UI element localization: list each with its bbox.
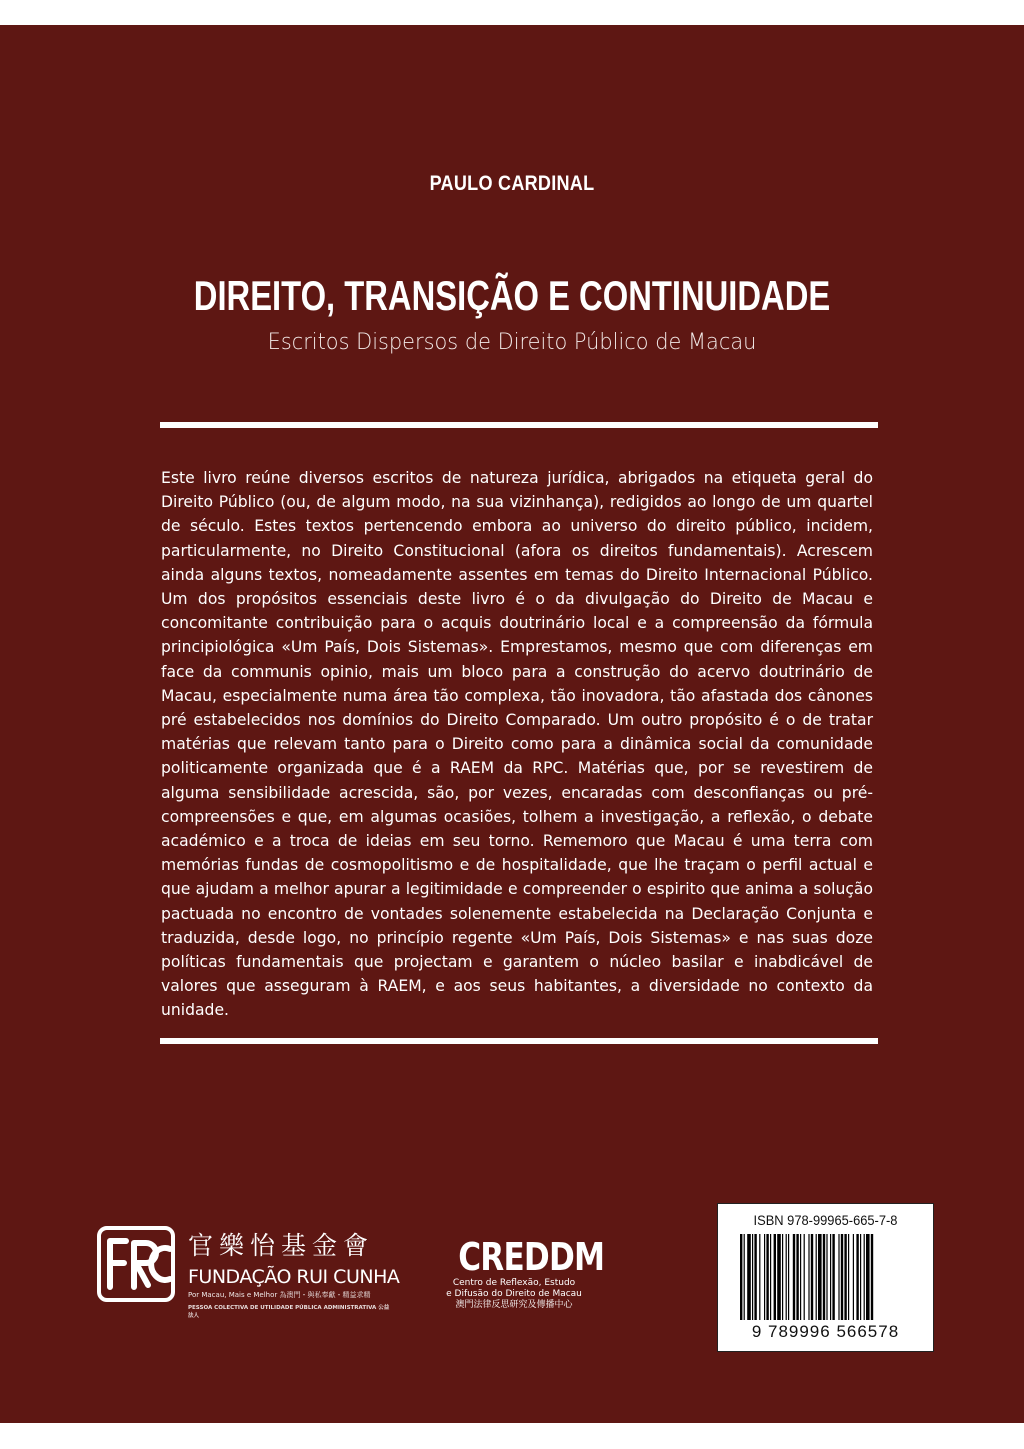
frc-logo-text xyxy=(188,1226,399,1319)
barcode-icon xyxy=(740,1234,916,1320)
frc-tagline: Por Macau, Mais e Melhor 為澳門・與私奉獻・精益求精 xyxy=(188,1291,371,1299)
frc-legal-note: PESSOA COLECTIVA DE UTILIDADE PÚBLICA ADMINISTRATIVA 公益法人 xyxy=(188,1305,390,1319)
author-name: PAULO CARDINAL xyxy=(429,172,595,195)
creddm-line-3: 澳門法律反思研究及傳播中心 xyxy=(455,1300,573,1310)
creddm-line-1: Centro de Reflexão, Estudo xyxy=(452,1278,576,1288)
divider-bottom xyxy=(160,1038,878,1044)
creddm-mark: CREDDM xyxy=(458,1235,605,1279)
frc-name: FUNDAÇÃO RUI CUNHA xyxy=(188,1266,400,1288)
book-title: DIREITO, TRANSIÇÃO E CONTINUIDADE xyxy=(193,272,831,319)
frc-logo-icon xyxy=(96,1225,176,1303)
creddm-logo xyxy=(446,1235,605,1311)
back-cover-blurb: Este livro reúne diversos escritos de natureza jurídica, abrigados na etiqueta geral do Direito Público (ou, de algum modo, na sua vizinhança), redigidos ao longo de um quartel de século. Estes textos pertencendo embora ao universo do direito público, incidem, particularmente, no Direito Constitucional (afora os direitos fundamentais). Acrescem ainda alguns textos, nomeadamente assentes em temas do Direito Internacional Público. Um dos propósitos essenciais deste livro é o da divulgação do Direito de Macau e concomitante contribuição para o acquis doutrinário local e a compreensão da fórmula principiológica «Um País, Dois Sistemas». Emprestamos, mesmo que com diferenças em face da communis opinio, mais um bloco para a construção do acervo doutrinário de Macau, especialmente numa área tão complexa, tão inovadora, tão afastada dos cânones pré estabelecidos nos domínios do Direito Comparado. Um outro propósito é o de tratar matérias que relevam tanto para o Direito como para a dinâmica social da comunidade politicamente organizada que é a RAEM da RPC. Matérias que, por se revestirem de alguma sensibilidade acrescida, são, por vezes, encaradas com desconfianças ou pré-compreensões e que, em algumas ocasiões, tolhem a investigação, a reflexão, o debate académico e a troca de ideias em seu torno. Rememoro que Macau é uma terra com memórias fundas de cosmopolitismo e de hospitalidade, que lhe traçam o perfil actual e que ajudam a melhor apurar a legitimidade e compreender o espirito que anima a solução pactuada no encontro de vontades solenemente estabelecida na Declaração Conjunta e traduzida, desde logo, no princípio regente «Um País, Dois Sistemas» e nas suas doze políticas fundamentais que projectam e garantem o núcleo basilar e inabdicável de valores que asseguram à RAEM, e aos seus habitantes, a diversidade no contexto da unidade. xyxy=(161,469,873,1020)
barcode-digits: 9 789996 566578 xyxy=(751,1322,900,1341)
book-subtitle: Escritos Dispersos de Direito Público de Macau xyxy=(267,330,757,355)
frc-chinese-name: 官樂怡基金會 xyxy=(188,1231,375,1260)
creddm-line-2: e Difusão do Direito de Macau xyxy=(446,1289,582,1299)
isbn-label: ISBN 978-99965-665-7-8 xyxy=(753,1212,898,1228)
isbn-barcode-box xyxy=(717,1203,934,1352)
divider-top xyxy=(160,422,878,428)
